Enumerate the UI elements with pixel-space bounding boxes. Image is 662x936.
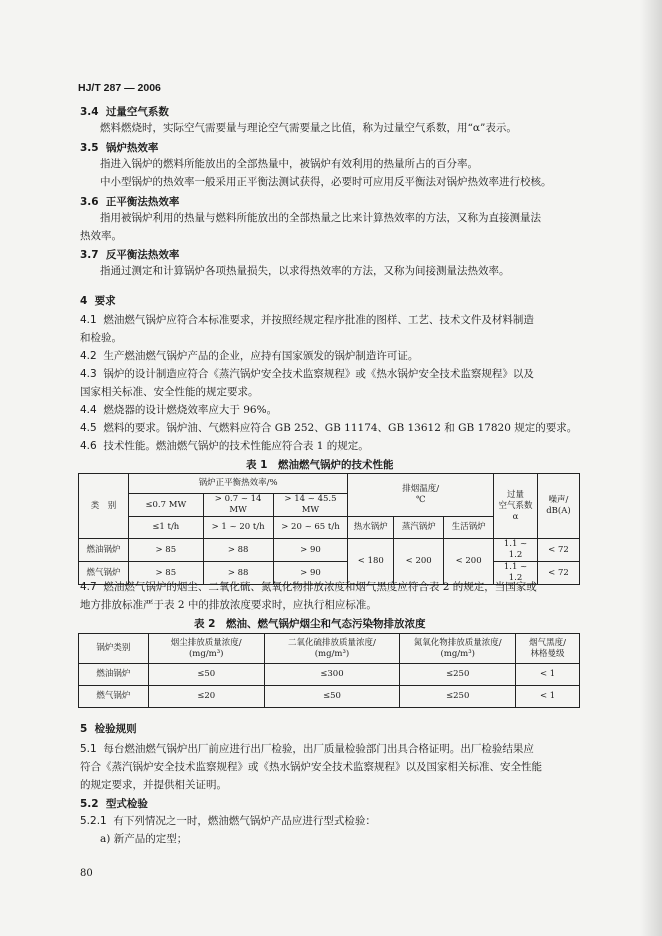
clause-5-1-line-3: 的规定要求，并提供相关证明。 <box>80 779 227 791</box>
t1-header-exhaust <box>348 474 494 517</box>
t1-header-mw-3: > 14 ~ 45.5 MW <box>273 494 348 517</box>
table-2 <box>78 633 580 708</box>
t1-header-life: 生活锅炉 <box>444 517 494 539</box>
clause-4-3-line-2: 国家相关标准、安全性能的规定要求。 <box>80 386 259 398</box>
clause-4-5: 4.5 燃料的要求。锅炉油、气燃料应符合 GB 252、GB 11174、GB 13612 和 GB 17820 规定的要求。 <box>80 422 578 434</box>
clause-4-1-line-2: 和检验。 <box>80 332 122 344</box>
t1-cell: 1.1 ~ 1.2 <box>494 539 538 562</box>
standard-header: HJ/T 287 — 2006 <box>78 82 161 94</box>
table-1-caption: 表 1 燃油燃气锅炉的技术性能 <box>246 459 394 471</box>
t2-header-nox <box>400 634 516 664</box>
t2-header-so2 <box>264 634 400 664</box>
clause-5-2-1-item-a: a) 新产品的定型； <box>100 833 188 845</box>
section-3-5-heading: 3.5 锅炉热效率 <box>80 142 159 154</box>
t1-cell: 燃气锅炉 <box>79 562 129 585</box>
t2-dust-line-2: (mg/m³) <box>188 648 224 659</box>
clause-4-3-line-1: 4.3 锅炉的设计制造应符合《蒸汽锅炉安全技术监察规程》或《热水锅炉安全技术监察规程》以及 <box>80 368 534 380</box>
section-5-2-heading: 5.2 型式检验 <box>80 798 148 810</box>
clause-5-1-line-2: 符合《蒸汽锅炉安全技术监察规程》或《热水锅炉安全技术监察规程》以及国家相关标准、安全性能 <box>80 761 542 773</box>
page-edge-shadow <box>640 0 662 936</box>
t1-header-th-2: > 1 ~ 20 t/h <box>203 517 273 539</box>
clause-4-6: 4.6 技术性能。燃油燃气锅炉的技术性能应符合表 1 的规定。 <box>80 440 369 452</box>
t1-noise-line-1: 噪声/ <box>548 495 569 505</box>
t1-header-exhaust-unit: ℃ <box>415 495 426 505</box>
section-3-6-text-2: 热效率。 <box>80 230 122 242</box>
t2-black-line-1: 烟气黑度/ <box>529 637 566 648</box>
clause-5-2-1: 5.2.1 有下列情况之一时，燃油燃气锅炉产品应进行型式检验： <box>80 815 376 827</box>
section-3-5-text-2: 中小型锅炉的热效率一般采用正平衡法测试获得，必要时可应用反平衡法对锅炉热效率进行校核。 <box>100 176 552 188</box>
t2-dust-line-1: 烟尘排放质量浓度/ <box>170 637 242 648</box>
t1-cell-temp-life: < 200 <box>444 539 494 585</box>
t1-cell: > 88 <box>203 539 273 562</box>
t1-header-efficiency: 锅炉正平衡热效率/% <box>128 474 347 494</box>
table-1 <box>78 473 580 585</box>
table-row <box>79 664 580 686</box>
clause-4-1-line-1: 4.1 燃油燃气锅炉应符合本标准要求，并按照经规定程序批准的图样、工艺、技术文件及材料制造 <box>80 314 534 326</box>
t2-header-blackness <box>516 634 580 664</box>
t2-cell: 燃气锅炉 <box>79 686 149 708</box>
t2-cell: ≤250 <box>400 664 516 686</box>
t1-air-line-1: 过量 <box>506 489 524 500</box>
clause-4-7-line-1: 4.7 燃油燃气锅炉的烟尘、二氧化硫、氮氧化物排放浓度和烟气黑度应符合表 2 的规定，当国家或 <box>80 581 537 593</box>
t1-header-steam: 蒸汽锅炉 <box>394 517 444 539</box>
t2-so2-line-2: (mg/m³) <box>314 648 350 659</box>
t1-header-exhaust-label: 排烟温度/ <box>402 484 440 494</box>
section-4-heading: 4 要求 <box>80 295 116 307</box>
t2-cell: < 1 <box>516 686 580 708</box>
t1-header-mw-2: > 0.7 ~ 14 MW <box>203 494 273 517</box>
section-3-6-heading: 3.6 正平衡法热效率 <box>80 196 180 208</box>
t1-cell: > 88 <box>203 562 273 585</box>
clause-4-4: 4.4 燃烧器的设计燃烧效率应大于 96%。 <box>80 404 278 416</box>
section-3-6-text-1: 指用被锅炉利用的热量与燃料所能放出的全部热量之比来计算热效率的方法，又称为直接测量法 <box>100 212 541 224</box>
t2-cell: ≤20 <box>148 686 264 708</box>
t1-cell: < 72 <box>537 539 579 562</box>
t2-so2-line-1: 二氧化硫排放质量浓度/ <box>288 637 376 648</box>
t1-header-noise <box>537 474 579 539</box>
t2-cell: ≤300 <box>264 664 400 686</box>
t1-header-mw-1: ≤0.7 MW <box>128 494 203 517</box>
table-row <box>79 686 580 708</box>
t1-header-category: 类 别 <box>79 474 129 539</box>
table-row <box>79 539 580 562</box>
t1-cell: > 85 <box>128 562 203 585</box>
t2-nox-line-1: 氮氧化物排放质量浓度/ <box>413 637 502 648</box>
t1-cell: > 85 <box>128 539 203 562</box>
t1-cell: > 90 <box>273 562 348 585</box>
t1-air-line-2: 空气系数 <box>498 500 533 511</box>
t2-cell: ≤50 <box>148 664 264 686</box>
table-2-caption: 表 2 燃油、燃气锅炉烟尘和气态污染物排放浓度 <box>194 618 426 630</box>
t1-header-th-1: ≤1 t/h <box>128 517 203 539</box>
t2-cell: ≤50 <box>264 686 400 708</box>
clause-4-2: 4.2 生产燃油燃气锅炉产品的企业，应持有国家颁发的锅炉制造许可证。 <box>80 350 419 362</box>
t1-header-hot-water: 热水锅炉 <box>348 517 394 539</box>
t1-header-th-3: > 20 ~ 65 t/h <box>273 517 348 539</box>
t1-air-line-3: α <box>512 511 519 522</box>
t2-header-type: 锅炉类别 <box>79 634 149 664</box>
t1-cell: < 72 <box>537 562 579 585</box>
t2-cell: ≤250 <box>400 686 516 708</box>
t1-cell-temp-hot: < 180 <box>348 539 394 585</box>
section-3-4-heading: 3.4 过量空气系数 <box>80 106 169 118</box>
section-3-4-text: 燃料燃烧时，实际空气需要量与理论空气需要量之比值，称为过量空气系数，用“α”表示。 <box>100 122 517 134</box>
t2-header-dust <box>148 634 264 664</box>
t1-header-air-coefficient <box>494 474 538 539</box>
t1-noise-line-2: dB(A) <box>546 506 571 516</box>
t1-cell: 燃油锅炉 <box>79 539 129 562</box>
t2-cell: 燃油锅炉 <box>79 664 149 686</box>
t2-nox-line-2: (mg/m³) <box>440 648 475 659</box>
clause-5-1-line-1: 5.1 每台燃油燃气锅炉出厂前应进行出厂检验，出厂质量检验部门出具合格证明。出厂检验结果应 <box>80 743 534 755</box>
t1-cell: 1.1 ~ 1.2 <box>494 562 538 585</box>
section-3-7-heading: 3.7 反平衡法热效率 <box>80 249 180 261</box>
t2-cell: < 1 <box>516 664 580 686</box>
section-3-5-text-1: 指进入锅炉的燃料所能放出的全部热量中，被锅炉有效利用的热量所占的百分率。 <box>100 158 478 170</box>
section-5-heading: 5 检验规则 <box>80 723 137 735</box>
t2-black-line-2: 林格曼级 <box>530 648 565 659</box>
section-3-7-text: 指通过测定和计算锅炉各项热量损失，以求得热效率的方法，又称为间接测量法热效率。 <box>100 265 510 277</box>
page-number: 80 <box>80 868 93 879</box>
t1-cell-temp-steam: < 200 <box>394 539 444 585</box>
clause-4-7-line-2: 地方排放标准严于表 2 中的排放浓度要求时，应执行相应标准。 <box>80 599 377 611</box>
t1-cell: > 90 <box>273 539 348 562</box>
